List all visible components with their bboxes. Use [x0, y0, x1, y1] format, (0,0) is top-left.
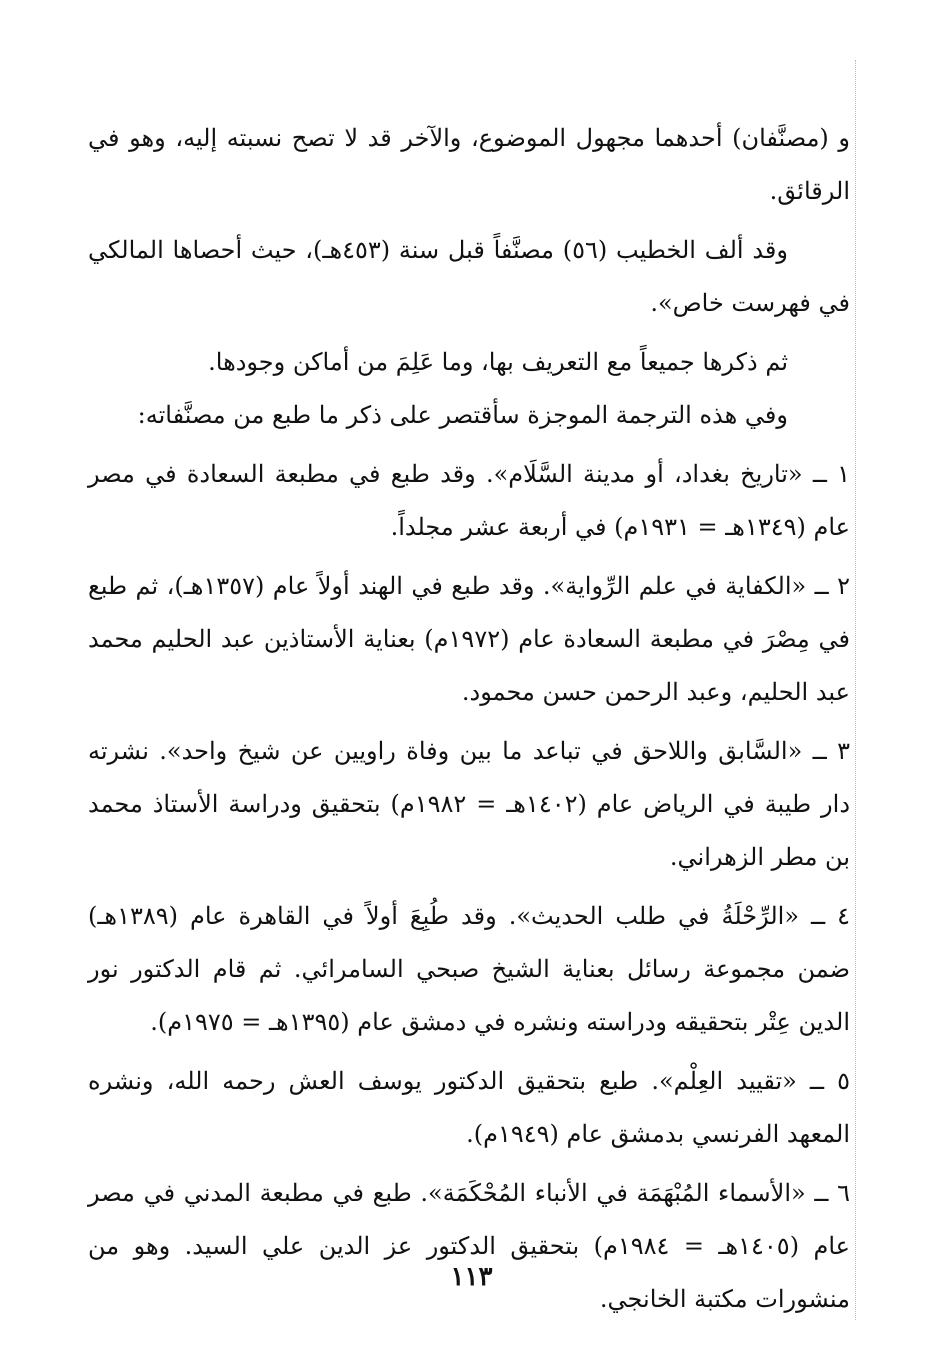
paragraph-khatib-count: وقد ألف الخطيب (٥٦) مصنَّفاً قبل سنة (٤٥٣هـ)، حيث أحصاها المالكي في فهرست خاص». — [88, 236, 850, 317]
page-number: ١١٣ — [450, 1262, 493, 1292]
list-item-2: ٢ ــ «الكفاية في علم الرِّواية». وقد طبع في الهند أولاً عام (١٣٥٧هـ)، ثم طبع في مِصْرَ في مطبعة السعادة عام (١٩٧٢م) بعناية الأستاذين عبد الحليم محمد عبد الحليم، وعبد الرحمن حسن محمود. — [88, 572, 850, 706]
paragraph-printed-works-intro: وفي هذه الترجمة الموجزة سأقتصر على ذكر ما طبع من مصنَّفاته: — [137, 401, 788, 429]
list-item-5: ٥ ــ «تقييد العِلْم». طبع بتحقيق الدكتور يوسف العش رحمه الله، ونشره المعهد الفرنسي بدمشق عام (١٩٤٩م). — [88, 1067, 850, 1148]
list-item-3: ٣ ــ «السَّابق واللاحق في تباعد ما بين وفاة راويين عن شيخ واحد». نشرته دار طيبة في الرياض عام (١٤٠٢هـ = ١٩٨٢م) بتحقيق ودراسة الأستاذ محمد بن مطر الزهراني. — [88, 737, 851, 871]
list-item-1: ١ ــ «تاريخ بغداد، أو مدينة السَّلَام». وقد طبع في مطبعة السعادة في مصر عام (١٣٤٩هـ = ١٩٣١م) في أربعة عشر مجلداً. — [88, 460, 850, 541]
paragraph-mentioned-all: ثم ذكرها جميعاً مع التعريف بها، وما عَلِمَ من أماكن وجودها. — [208, 348, 788, 376]
paragraph-intro-works: و (مصنَّفان) أحدهما مجهول الموضوع، والآخر قد لا تصح نسبته إليه، وهو في الرقائق. — [88, 124, 850, 205]
list-item-6: ٦ ــ «الأسماء المُبْهَمَة في الأنباء المُحْكَمَة». طبع في مطبعة المدني في مصر عام (١٤٠٥هـ = ١٩٨٤م) بتحقيق الدكتور عز الدين علي السيد. وهو من منشورات مكتبة الخانجي. — [88, 1179, 850, 1313]
list-item-4: ٤ ــ «الرِّحْلَةُ في طلب الحديث». وقد طُبِعَ أولاً في القاهرة عام (١٣٨٩هـ) ضمن مجموعة رسائل بعناية الشيخ صبحي السامرائي. ثم قام الدكتور نور الدين عِتْر بتحقيقه ودراسته ونشره في دمشق عام (١٣٩٥هـ = ١٩٧٥م). — [88, 902, 850, 1036]
margin-rule — [855, 60, 856, 1320]
body-text — [88, 112, 850, 1326]
